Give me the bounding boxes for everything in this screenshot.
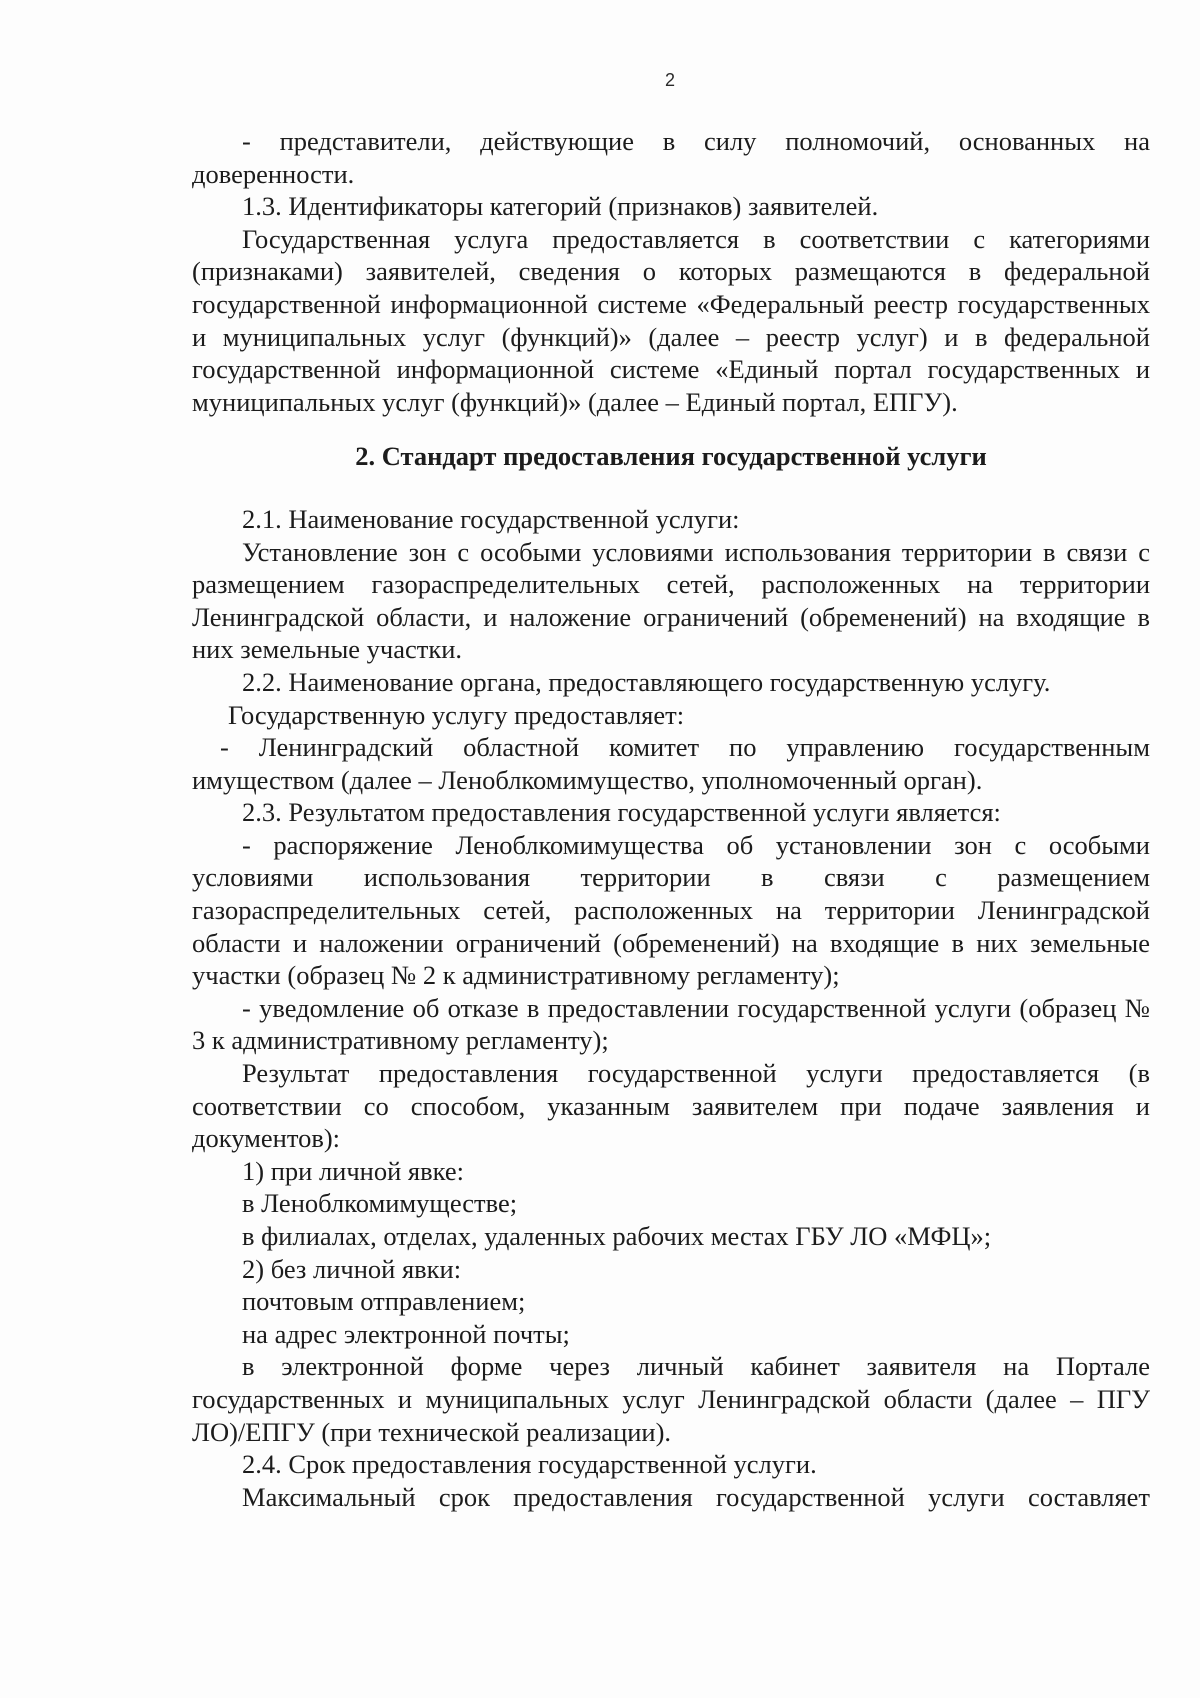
paragraph-2-3-heading: 2.3. Результатом предоставления государственной услуги является: <box>242 797 1001 828</box>
paragraph-2-2-heading: 2.2. Наименование органа, предоставляющего государственную услугу. <box>242 666 1051 697</box>
document-body <box>192 125 1150 1513</box>
paragraph-1-3-heading: 1.3. Идентификаторы категорий (признаков) заявителей. <box>242 191 879 222</box>
paragraph-2-1-heading: 2.1. Наименование государственной услуги: <box>242 503 740 534</box>
list-item-email: на адрес электронной почты; <box>242 1318 570 1349</box>
paragraph-2-3-order: - распоряжение Леноблкомимущества об установлении зон с особыми условиями использования территории в связи с размещением газораспределительных сетей, расположенных на территории Ленинградской области и наложении ограничений (обременений) на входящие в них земельные участки (образец № 2 к административному регламенту); <box>192 829 1150 991</box>
list-item-electronic: в электронной форме через личный кабинет заявителя на Портале государственных и муниципальных услуг Ленинградской области (далее – ПГУ ЛО)/ЕПГУ (при технической реализации). <box>192 1351 1150 1447</box>
paragraph-1-3-body: Государственная услуга предоставляется в соответствии с категориями (признаками) заявителей, сведения о которых размещаются в федеральной государственной информационной системе «Федеральный реестр государственных и муниципальных услуг (функций)» (далее – реестр услуг) и в федеральной государственной информационной системе «Единый портал государственных и муниципальных услуг (функций)» (далее – Единый портал, ЕПГУ). <box>192 223 1150 417</box>
list-item-in-person: 1) при личной явке: <box>242 1155 464 1186</box>
paragraph-2-4-body: Максимальный срок предоставления государственной услуги составляет <box>242 1481 1150 1512</box>
paragraph-2-2-body: - Ленинградский областной комитет по управлению государственным имуществом (далее – Леноблкомимущество, уполномоченный орган). <box>192 732 1150 795</box>
paragraph-representatives: - представители, действующие в силу полномочий, основанных на доверенности. <box>192 126 1150 189</box>
list-item-mfc: в филиалах, отделах, удаленных рабочих местах ГБУ ЛО «МФЦ»; <box>242 1221 992 1251</box>
list-item-lenoblkomimushchestvo: в Леноблкомимуществе; <box>242 1188 518 1219</box>
list-item-not-in-person: 2) без личной явки: <box>242 1253 462 1284</box>
paragraph-2-4-heading: 2.4. Срок предоставления государственной услуги. <box>242 1449 817 1480</box>
paragraph-2-3-refusal: - уведомление об отказе в предоставлении государственной услуги (образец № 3 к административному регламенту); <box>192 992 1150 1056</box>
section-heading: 2. Стандарт предоставления государственной услуги <box>355 441 987 472</box>
list-item-post: почтовым отправлением; <box>242 1286 526 1317</box>
paragraph-2-2-intro: Государственную услугу предоставляет: <box>228 699 685 730</box>
paragraph-2-1-body: Установление зон с особыми условиями использования территории в связи с размещением газораспределительных сетей, расположенных на территории Ленинградской области, и наложение ограничений (обременений) на входящие в них земельные участки. <box>192 536 1150 665</box>
paragraph-2-3-result-delivery: Результат предоставления государственной услуги предоставляется (в соответствии со способом, указанным заявителем при подаче заявления и документов): <box>192 1058 1150 1154</box>
page-number: 2 <box>664 70 675 90</box>
